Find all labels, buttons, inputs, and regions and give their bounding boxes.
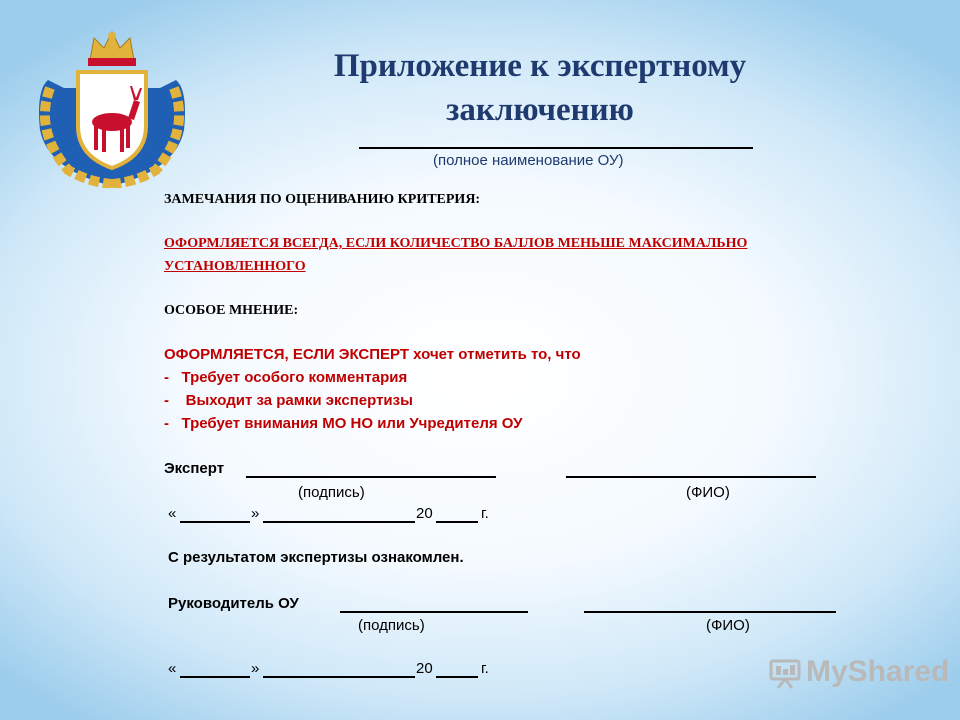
special-opinion-item: - Выходит за рамки экспертизы	[164, 392, 413, 409]
director-year-prefix: 20	[416, 660, 433, 677]
presentation-icon	[768, 656, 802, 690]
expert-day-line	[180, 507, 250, 523]
expert-year-prefix: 20	[416, 505, 433, 522]
special-opinion-item: - Требует особого комментария	[164, 369, 408, 386]
expert-date-close-quote: »	[251, 505, 260, 522]
special-opinion-intro: ОФОРМЛЯЕТСЯ, ЕСЛИ ЭКСПЕРТ хочет отметить то, что	[164, 346, 581, 363]
director-year-suffix: г.	[481, 660, 489, 677]
expert-name-line	[566, 462, 816, 478]
expert-signature-line	[246, 462, 496, 478]
director-date-open-quote: «	[168, 660, 177, 677]
remarks-note-line-2: УСТАНОВЛЕННОГО	[164, 259, 306, 274]
expert-signature-caption: (подпись)	[298, 484, 365, 501]
expert-year-suffix: г.	[481, 505, 489, 522]
remarks-heading: ЗАМЕЧАНИЯ ПО ОЦЕНИВАНИЮ КРИТЕРИЯ:	[164, 192, 481, 207]
title-line-2: заключению	[446, 92, 634, 128]
org-name-caption: (полное наименование ОУ)	[433, 152, 624, 169]
title-line-1: Приложение к экспертному	[333, 48, 747, 84]
expert-month-line	[263, 507, 415, 523]
director-signature-caption: (подпись)	[358, 617, 425, 634]
expert-name-caption: (ФИО)	[686, 484, 730, 501]
director-name-line	[584, 597, 836, 613]
coat-of-arms-logo	[28, 30, 196, 188]
org-name-line	[359, 147, 753, 149]
director-day-line	[180, 662, 250, 678]
director-name-caption: (ФИО)	[706, 617, 750, 634]
director-date-close-quote: »	[251, 660, 260, 677]
acknowledgement-text: С результатом экспертизы ознакомлен.	[168, 549, 464, 566]
expert-date-open-quote: «	[168, 505, 177, 522]
expert-label: Эксперт	[164, 460, 225, 477]
director-month-line	[263, 662, 415, 678]
expert-year-line	[436, 507, 478, 523]
special-opinion-item: - Требует внимания МО НО или Учредителя ОУ	[164, 415, 523, 432]
director-signature-line	[340, 597, 528, 613]
page-title	[250, 44, 830, 132]
director-year-line	[436, 662, 478, 678]
watermark-logo: MyShared	[806, 655, 950, 688]
special-opinion-heading: ОСОБОЕ МНЕНИЕ:	[164, 303, 299, 318]
remarks-note-line-1: ОФОРМЛЯЕТСЯ ВСЕГДА, ЕСЛИ КОЛИЧЕСТВО БАЛЛОВ МЕНЬШЕ МАКСИМАЛЬНО	[164, 236, 748, 251]
director-label: Руководитель ОУ	[168, 595, 299, 612]
